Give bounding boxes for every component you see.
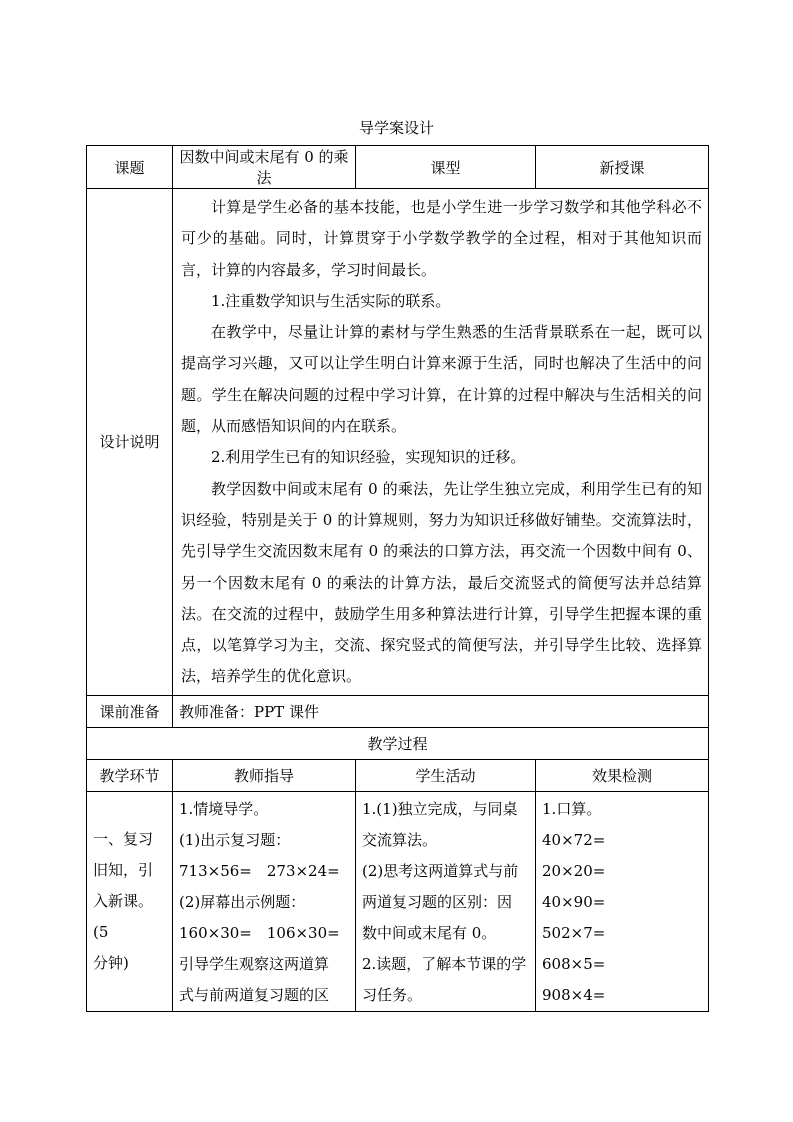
check-line: 20×20=: [542, 861, 606, 880]
type-value: 新授课: [536, 146, 709, 189]
prep-content: 教师准备：PPT 课件: [173, 695, 709, 727]
design-content: [173, 189, 709, 696]
step1-check: [536, 791, 709, 1011]
design-paragraph: 教学因数中间或末尾有 0 的乘法，先让学生独立完成，利用学生已有的知识经验，特别是关于 0 的计算规则，努力为知识迁移做好铺垫。交流算法时，先引导学生交流因数末尾有 0 的乘法的口算方法，再交流一个因数中间有 0、另一个因数末尾有 0 的乘法的计算方法，最后交流竖式的简便写法并总结算法。在交流的过程中，鼓励学生用多种算法进行计算，引导学生把握本课的重点，以笔算学习为主，交流、探究竖式的简便写法，并引导学生比较、选择算法，培养学生的优化意识。: [181, 479, 703, 686]
step1-student: [356, 791, 536, 1011]
column-header-step: 教学环节: [87, 759, 173, 791]
step1-label-line: 旧知，引: [93, 860, 154, 879]
lesson-plan-table: [86, 145, 709, 1012]
prep-row: [87, 695, 709, 727]
process-title-row: [87, 727, 709, 759]
student-line: 两道复习题的区别：因: [362, 892, 513, 911]
column-header-check: 效果检测: [536, 759, 709, 791]
student-line: 数中间或末尾有 0。: [362, 923, 497, 942]
teacher-line: (2)屏幕出示例题：: [179, 892, 306, 911]
teacher-line: 713×56= 273×24=: [179, 861, 340, 880]
student-line: 交流算法。: [362, 830, 438, 849]
topic-label: 课题: [87, 146, 173, 189]
topic-value: 因数中间或末尾有 0 的乘法: [173, 146, 356, 189]
header-row: [87, 146, 709, 189]
step1-row: [87, 791, 709, 1011]
design-row: [87, 189, 709, 696]
teacher-line: 160×30= 106×30=: [179, 923, 340, 942]
process-title: 教学过程: [87, 727, 709, 759]
check-line: 40×90=: [542, 892, 606, 911]
check-line: 1.口算。: [542, 799, 602, 818]
student-line: 1.(1)独立完成，与同桌: [362, 799, 518, 818]
step1-label-line: 一、复习: [93, 829, 154, 848]
teacher-line: (1)出示复习题：: [179, 830, 291, 849]
column-header-student: 学生活动: [356, 759, 536, 791]
student-line: (2)思考这两道算式与前: [362, 861, 519, 880]
design-paragraph: 在教学中，尽量让计算的素材与学生熟悉的生活背景联系在一起，既可以提高学习兴趣，又可以让学生明白计算来源于生活，同时也解决了生活中的问题。学生在解决问题的过程中学习计算，在计算的过程中解决与生活相关的问题，从而感悟知识间的内在联系。: [181, 323, 703, 436]
step1-label-line: 分钟): [93, 953, 129, 972]
process-column-headers: [87, 759, 709, 791]
step1-label-line: 入新课。(5: [93, 891, 154, 941]
step1-label: [87, 791, 173, 1011]
check-line: 40×72=: [542, 830, 606, 849]
teacher-line: 引导学生观察这两道算: [179, 954, 330, 973]
student-line: 习任务。: [362, 985, 423, 1004]
check-line: 908×4=: [542, 985, 606, 1004]
design-label: 设计说明: [87, 189, 173, 696]
check-line: 608×5=: [542, 954, 606, 973]
column-header-teacher: 教师指导: [173, 759, 356, 791]
design-paragraph: 1.注重数学知识与生活实际的联系。: [211, 291, 451, 310]
document-title: 导学案设计: [358, 119, 434, 137]
design-paragraph: 2.利用学生已有的知识经验，实现知识的迁移。: [211, 448, 526, 467]
type-label: 课型: [356, 146, 536, 189]
check-line: 502×7=: [542, 923, 606, 942]
teacher-line: 1.情境导学。: [179, 799, 269, 818]
step1-teacher: [173, 791, 356, 1011]
design-paragraph: 计算是学生必备的基本技能，也是小学生进一步学习数学和其他学科必不可少的基础。同时，计算贯穿于小学数学教学的全过程，相对于其他知识而言，计算的内容最多，学习时间最长。: [181, 198, 703, 279]
teacher-line: 式与前两道复习题的区: [179, 985, 330, 1004]
student-line: 2.读题，了解本节课的学: [362, 954, 527, 973]
prep-label: 课前准备: [87, 695, 173, 727]
